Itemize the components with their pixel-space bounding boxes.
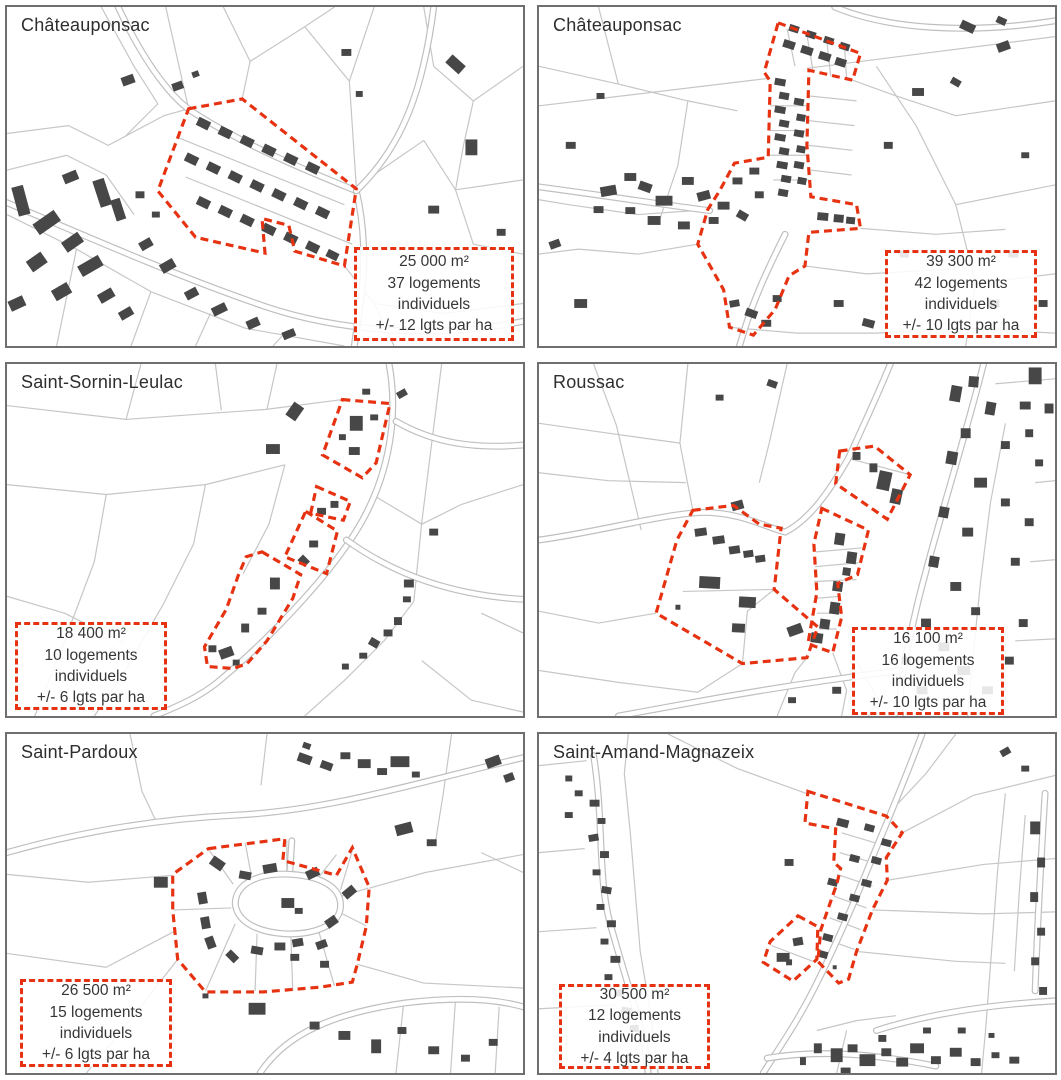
stat-dwellings: 37 logements xyxy=(387,274,481,292)
stat-density: +/- 6 lgts par ha xyxy=(41,1046,151,1064)
stat-dwellings: 16 logements xyxy=(881,651,975,669)
stat-dwellings: 42 logements xyxy=(914,274,1008,292)
stat-dwellings-2: individuels xyxy=(891,673,965,690)
stats-box xyxy=(354,247,514,341)
panel-title: Roussac xyxy=(553,372,625,392)
stats-box xyxy=(20,979,172,1067)
stat-density: +/- 10 lgts par ha xyxy=(902,317,1020,335)
map-panel-chateauponsac-1 xyxy=(5,5,525,348)
stat-dwellings-2: individuels xyxy=(397,296,471,313)
stat-dwellings-2: individuels xyxy=(54,668,128,685)
stat-dwellings: 10 logements xyxy=(44,646,138,664)
study-area-outline xyxy=(698,23,861,335)
roads-layer xyxy=(154,364,523,716)
stat-density: +/- 6 lgts par ha xyxy=(36,689,146,707)
panel-title: Châteauponsac xyxy=(553,15,682,35)
stat-dwellings-2: individuels xyxy=(59,1025,133,1042)
stat-area: 30 500 m² xyxy=(599,985,670,1003)
panel-title: Saint-Sornin-Leulac xyxy=(21,372,183,392)
stat-area: 26 500 m² xyxy=(61,982,131,1000)
study-area-outline xyxy=(323,400,390,478)
stat-density: +/- 4 lgts par ha xyxy=(580,1049,689,1067)
stat-dwellings-2: individuels xyxy=(924,296,998,313)
stats-box xyxy=(15,622,167,710)
stat-area: 39 300 m² xyxy=(926,253,996,271)
panel-title: Saint-Pardoux xyxy=(21,742,138,762)
study-area-outline-layer xyxy=(204,400,390,669)
stat-dwellings: 12 logements xyxy=(587,1007,682,1025)
study-area-outline-layer xyxy=(698,23,861,335)
stat-dwellings-2: individuels xyxy=(598,1028,671,1046)
stats-box xyxy=(559,984,710,1069)
stats-box xyxy=(885,250,1037,338)
stat-density: +/- 10 lgts par ha xyxy=(869,694,987,712)
map-panel-saint-sornin-leulac xyxy=(5,362,525,718)
stat-dwellings: 15 logements xyxy=(49,1003,143,1021)
map-panel-saint-amand-magnazeix xyxy=(537,732,1057,1075)
map-panel-saint-pardoux xyxy=(5,732,525,1075)
stat-area: 16 100 m² xyxy=(893,630,963,648)
buildings-layer xyxy=(154,742,515,1062)
map-panel-chateauponsac-2 xyxy=(537,5,1057,348)
stat-area: 18 400 m² xyxy=(56,625,126,643)
study-area-outline xyxy=(763,916,818,981)
buildings-layer xyxy=(208,388,438,669)
map-panel-roussac xyxy=(537,362,1057,718)
stat-density: +/- 12 lgts par ha xyxy=(375,317,493,335)
stats-box xyxy=(852,627,1004,715)
panel-title: Châteauponsac xyxy=(21,15,150,35)
panel-title: Saint-Amand-Magnazeix xyxy=(553,742,755,762)
stat-area: 25 000 m² xyxy=(399,253,469,271)
